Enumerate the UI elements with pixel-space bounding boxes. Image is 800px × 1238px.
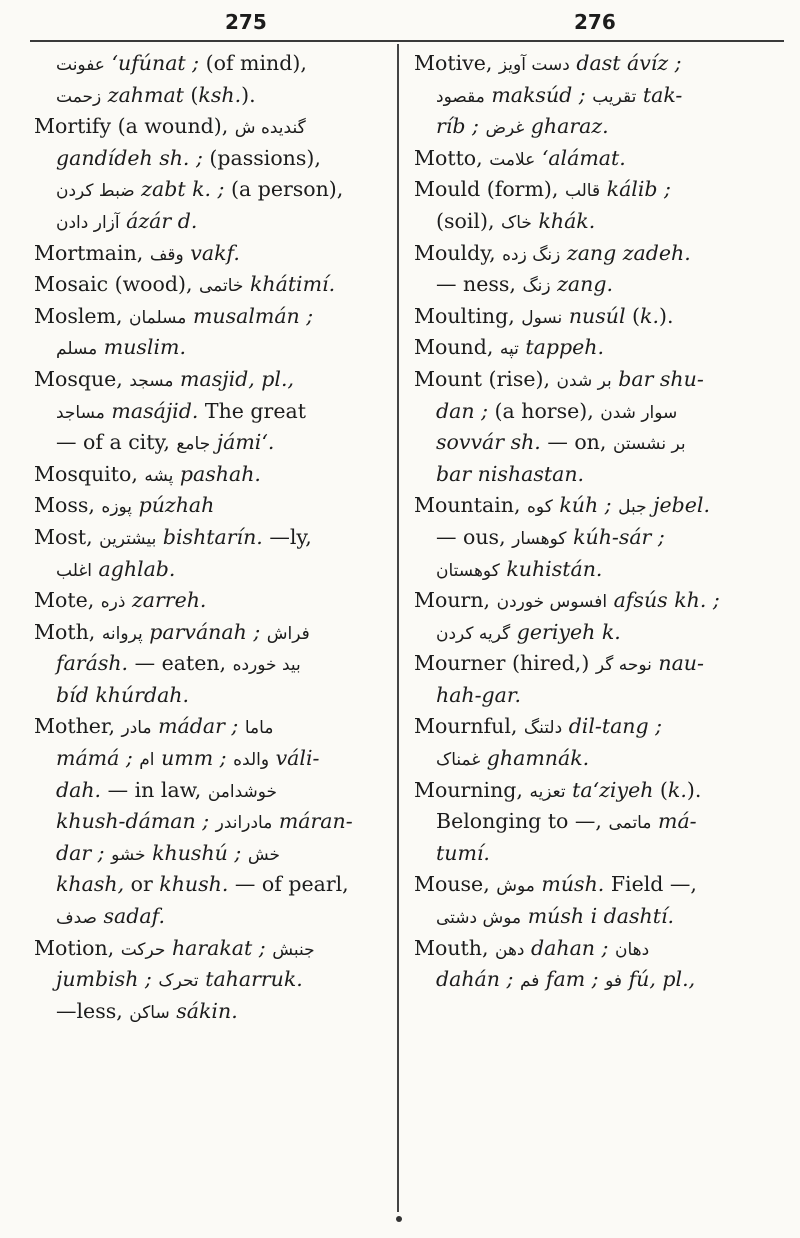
dictionary-line	[34, 269, 384, 301]
english-text: Motto,	[414, 145, 490, 170]
persian-text: کوه	[527, 497, 553, 518]
transliteration: sovvár sh.	[436, 430, 541, 455]
dictionary-line	[414, 48, 764, 80]
english-text: (a person),	[224, 177, 344, 202]
transliteration: khushú ;	[152, 840, 242, 865]
transliteration: má-	[658, 809, 697, 834]
transliteration: musalmán ;	[192, 303, 314, 328]
persian-text: خشو	[111, 844, 146, 865]
english-text: (soil),	[436, 208, 502, 233]
persian-text: تحرک	[158, 971, 199, 992]
transliteration: ksh.	[198, 82, 242, 107]
english-text: Mosaic (wood),	[34, 272, 200, 297]
transliteration: pashah.	[179, 461, 261, 486]
dictionary-line	[34, 48, 384, 80]
persian-text: مساجد	[56, 402, 105, 423]
transliteration: taharruk.	[205, 967, 303, 992]
dictionary-line	[34, 680, 384, 712]
persian-text: دهان	[614, 939, 650, 960]
transliteration: harakat ;	[171, 935, 266, 960]
transliteration: dan ;	[436, 398, 488, 423]
dictionary-line	[414, 111, 764, 143]
persian-text: ذره	[100, 592, 126, 613]
transliteration: farásh.	[56, 651, 129, 676]
persian-text: موش دشتی	[436, 908, 522, 929]
persian-text: موش	[496, 876, 535, 897]
dictionary-line	[34, 996, 384, 1028]
english-text: (	[653, 777, 668, 802]
persian-text: دست آویز	[498, 55, 570, 75]
transliteration: jebel.	[653, 493, 710, 518]
english-text: Mourning,	[414, 777, 530, 802]
transliteration: máran-	[278, 809, 353, 834]
dictionary-line	[414, 933, 764, 965]
english-text: Motion,	[34, 935, 121, 960]
transliteration: zabt k. ;	[141, 177, 225, 202]
dictionary-line	[34, 617, 384, 649]
persian-text: زحمت	[56, 86, 102, 107]
english-text: (	[625, 303, 641, 328]
english-text: Mosque,	[34, 366, 130, 391]
english-text: Field —,	[604, 872, 697, 897]
dictionary-line	[414, 680, 764, 712]
persian-text: دهن	[495, 939, 525, 960]
persian-text: ضبط کردن	[56, 181, 135, 202]
dictionary-line	[414, 964, 764, 996]
dictionary-line	[414, 427, 764, 459]
persian-text: فو	[605, 971, 623, 992]
dictionary-line	[414, 522, 764, 554]
dictionary-line	[414, 174, 764, 206]
persian-text: مسلم	[56, 339, 98, 360]
transliteration: dar ;	[56, 840, 105, 865]
transliteration: bishtarín.	[162, 524, 263, 549]
persian-text: غمناک	[436, 750, 481, 771]
dictionary-line	[34, 648, 384, 680]
persian-text: پروانه	[101, 623, 143, 644]
english-text: The great	[198, 398, 306, 423]
english-text: Mouse,	[414, 872, 497, 897]
persian-text: بید خورده	[232, 655, 301, 676]
page-number-left: 275	[225, 10, 267, 34]
transliteration: gharaz.	[530, 114, 609, 139]
english-text: — in law,	[101, 777, 208, 802]
transliteration: khash,	[56, 872, 125, 897]
persian-text: افسوس خوردن	[496, 592, 608, 613]
english-text: — ness,	[436, 272, 523, 297]
transliteration: ríb ;	[436, 114, 479, 139]
dictionary-line	[414, 80, 764, 112]
transliteration: vakf.	[190, 240, 240, 265]
persian-text: ماما	[244, 718, 274, 739]
dictionary-line	[414, 869, 764, 901]
english-text: Mote,	[34, 588, 101, 613]
persian-text: خش	[247, 844, 281, 865]
dictionary-line	[34, 743, 384, 775]
dictionary-line	[414, 332, 764, 364]
transliteration: ʻalámat.	[541, 145, 626, 170]
transliteration: váli-	[275, 746, 320, 771]
dictionary-line	[414, 711, 764, 743]
persian-text: آزار دادن	[56, 212, 120, 233]
dictionary-line	[34, 869, 384, 901]
dictionary-line	[414, 396, 764, 428]
persian-text: خاتمی	[199, 276, 244, 297]
transliteration: geriyeh k.	[516, 619, 621, 644]
column-divider	[397, 44, 399, 1212]
transliteration: zahmat	[107, 82, 184, 107]
persian-text: عفونت	[56, 55, 105, 75]
english-text: Most,	[34, 524, 100, 549]
english-text: ).	[686, 777, 702, 802]
persian-text: خاک	[501, 212, 532, 233]
transliteration: afsús kh. ;	[613, 588, 720, 613]
dictionary-line	[34, 933, 384, 965]
dictionary-line	[34, 174, 384, 206]
transliteration: zang.	[557, 272, 613, 297]
dictionary-line	[414, 490, 764, 522]
transliteration: masjid, pl.,	[180, 366, 295, 391]
english-text: Mortmain,	[34, 240, 150, 265]
persian-text: جبل	[618, 497, 647, 518]
transliteration: tappeh.	[525, 335, 604, 360]
dictionary-line	[414, 554, 764, 586]
transliteration: músh.	[541, 872, 605, 897]
top-rule	[30, 40, 784, 42]
persian-text: وقف	[149, 244, 184, 265]
dictionary-line	[414, 301, 764, 333]
english-text: —ly,	[262, 524, 312, 549]
persian-text: تقریب	[592, 86, 637, 107]
left-column	[34, 48, 384, 1027]
persian-text: نوحه گر	[595, 655, 652, 676]
transliteration: tak-	[642, 82, 683, 107]
transliteration: khátimí.	[249, 272, 336, 297]
persian-text: گندیده ش	[234, 118, 306, 139]
english-text: (passions),	[202, 145, 321, 170]
transliteration: umm ;	[161, 746, 227, 771]
transliteration: parvánah ;	[149, 619, 261, 644]
transliteration: kúh-sár ;	[573, 524, 665, 549]
english-text: Mount (rise),	[414, 366, 557, 391]
transliteration: k.	[667, 777, 687, 802]
dictionary-line	[34, 427, 384, 459]
persian-text: مقصود	[436, 86, 485, 107]
dictionary-line	[34, 711, 384, 743]
persian-text: مادر	[121, 718, 152, 739]
persian-text: مسلمان	[129, 307, 187, 328]
persian-text: کوهسار	[512, 528, 567, 549]
persian-text: بیشترین	[99, 528, 157, 549]
english-text: Mouldy,	[414, 240, 503, 265]
dictionary-line	[414, 585, 764, 617]
persian-text: گریه کردن	[436, 623, 511, 644]
persian-text: علامت	[489, 149, 536, 170]
persian-text: بر نشستن	[612, 434, 686, 455]
dictionary-line	[414, 143, 764, 175]
dictionary-line	[34, 901, 384, 933]
transliteration: ghamnák.	[486, 746, 590, 771]
transliteration: zang zadeh.	[566, 240, 691, 265]
english-text: Mould (form),	[414, 177, 565, 202]
dictionary-line	[34, 238, 384, 270]
persian-text: فم	[519, 971, 540, 992]
persian-text: خوشدامن	[207, 781, 278, 802]
persian-text: غرض	[485, 118, 525, 139]
english-text: — of a city,	[56, 430, 177, 455]
english-text: ).	[241, 82, 256, 107]
persian-text: مسجد	[129, 370, 174, 391]
transliteration: kúh ;	[559, 493, 612, 518]
english-text: Motive,	[414, 51, 499, 75]
dictionary-line	[34, 554, 384, 586]
transliteration: maksúd ;	[491, 82, 586, 107]
dictionary-line	[34, 775, 384, 807]
transliteration: fam ;	[545, 967, 599, 992]
persian-text: حرکت	[120, 939, 166, 960]
persian-text: والده	[233, 750, 270, 771]
transliteration: sadaf.	[103, 904, 165, 929]
english-text: —less,	[56, 998, 130, 1023]
transliteration: nusúl	[568, 303, 626, 328]
english-text: Mouth,	[414, 935, 496, 960]
transliteration: jámiʻ.	[216, 430, 275, 455]
transliteration: khush.	[159, 872, 229, 897]
persian-text: بر شدن	[556, 370, 612, 391]
transliteration: dah.	[56, 777, 102, 802]
persian-text: مادراندر	[215, 813, 273, 834]
english-text: (	[183, 82, 199, 107]
transliteration: bar shu-	[618, 366, 704, 391]
persian-text: کوهستان	[436, 560, 500, 581]
english-text: Mourner (hired,)	[414, 651, 596, 676]
english-text: (a horse),	[487, 398, 601, 423]
dictionary-line	[414, 806, 764, 838]
english-text: Moulting,	[414, 303, 522, 328]
dictionary-line	[34, 111, 384, 143]
transliteration: ázár d.	[126, 208, 198, 233]
dictionary-line	[34, 838, 384, 870]
transliteration: hah-gar.	[436, 682, 521, 707]
dictionary-line	[414, 206, 764, 238]
dictionary-line	[414, 238, 764, 270]
persian-text: سوار شدن	[600, 402, 678, 423]
dictionary-line	[414, 648, 764, 680]
transliteration: dahán ;	[436, 967, 514, 992]
english-text: Mourn,	[414, 588, 497, 613]
dictionary-line	[34, 206, 384, 238]
persian-text: صدف	[56, 908, 97, 929]
right-column	[414, 48, 764, 996]
transliteration: fú, pl.,	[628, 967, 696, 992]
dictionary-line	[34, 396, 384, 428]
english-text: — ous,	[436, 524, 513, 549]
transliteration: khush-dáman ;	[56, 809, 210, 834]
transliteration: músh i dashtí.	[527, 904, 675, 929]
transliteration: dast ávíz ;	[576, 51, 682, 75]
transliteration: kálib ;	[606, 177, 671, 202]
persian-text: پشه	[144, 465, 174, 486]
transliteration: aghlab.	[98, 556, 176, 581]
dictionary-line	[34, 143, 384, 175]
dictionary-line	[414, 617, 764, 649]
english-text: Moss,	[34, 493, 102, 518]
dictionary-line	[34, 301, 384, 333]
transliteration: sákin.	[176, 998, 238, 1023]
dictionary-line	[34, 364, 384, 396]
dictionary-line	[34, 490, 384, 522]
english-text: or	[124, 872, 160, 897]
english-text: Mosquito,	[34, 461, 145, 486]
transliteration: ʻufúnat ;	[111, 51, 200, 75]
persian-text: قالب	[564, 181, 601, 202]
transliteration: dil-tang ;	[568, 714, 663, 739]
persian-text: تپه	[499, 339, 519, 360]
transliteration: kuhistán.	[506, 556, 603, 581]
transliteration: zarreh.	[131, 588, 207, 613]
english-text: Belonging to —,	[436, 809, 609, 834]
english-text: (of mind),	[199, 51, 307, 75]
persian-text: ام	[139, 750, 155, 771]
english-text: Mortify (a wound),	[34, 114, 235, 139]
persian-text: زنگ زده	[502, 244, 561, 265]
transliteration: mámá ;	[56, 746, 133, 771]
transliteration: nau-	[658, 651, 704, 676]
transliteration: bar nishastan.	[436, 461, 585, 486]
persian-text: ماتمی	[608, 813, 652, 834]
persian-text: زنگ	[522, 276, 551, 297]
english-text: Moth,	[34, 619, 102, 644]
page-number-right: 276	[574, 10, 616, 34]
english-text: Mountain,	[414, 493, 527, 518]
english-text: Mound,	[414, 335, 500, 360]
english-text: — of pearl,	[228, 872, 349, 897]
english-text: Mother,	[34, 714, 122, 739]
persian-text: اغلب	[56, 560, 92, 581]
dictionary-line	[34, 332, 384, 364]
transliteration: k.	[640, 303, 659, 328]
persian-text: جامع	[176, 434, 211, 455]
persian-text: فراش	[266, 623, 310, 644]
page-mark	[396, 1216, 402, 1222]
persian-text: ساکن	[129, 1002, 170, 1023]
dictionary-line	[34, 806, 384, 838]
persian-text: پوزه	[101, 497, 133, 518]
dictionary-line	[414, 743, 764, 775]
persian-text: جنبش	[272, 939, 315, 960]
transliteration: khák.	[538, 208, 596, 233]
dictionary-line	[414, 901, 764, 933]
transliteration: jumbish ;	[56, 967, 152, 992]
transliteration: taʻziyeh	[572, 777, 654, 802]
transliteration: muslim.	[103, 335, 186, 360]
transliteration: masájid.	[111, 398, 199, 423]
persian-text: نسول	[521, 307, 563, 328]
dictionary-line	[414, 269, 764, 301]
transliteration: púzhah	[138, 493, 215, 518]
english-text: Mournful,	[414, 714, 524, 739]
dictionary-line	[414, 364, 764, 396]
english-text: ).	[658, 303, 674, 328]
dictionary-line	[414, 838, 764, 870]
persian-text: دلتنگ	[523, 718, 563, 739]
dictionary-line	[34, 585, 384, 617]
dictionary-line	[34, 459, 384, 491]
english-text: — on,	[540, 430, 613, 455]
dictionary-line	[414, 775, 764, 807]
transliteration: mádar ;	[158, 714, 239, 739]
dictionary-line	[34, 522, 384, 554]
transliteration: tumí.	[436, 840, 490, 865]
transliteration: gandídeh sh. ;	[56, 145, 203, 170]
english-text: — eaten,	[128, 651, 233, 676]
persian-text: تعزیه	[529, 781, 566, 802]
transliteration: bíd khúrdah.	[56, 682, 190, 707]
dictionary-line	[34, 964, 384, 996]
transliteration: dahan ;	[531, 935, 609, 960]
english-text: Moslem,	[34, 303, 130, 328]
dictionary-line	[414, 459, 764, 491]
dictionary-line	[34, 80, 384, 112]
